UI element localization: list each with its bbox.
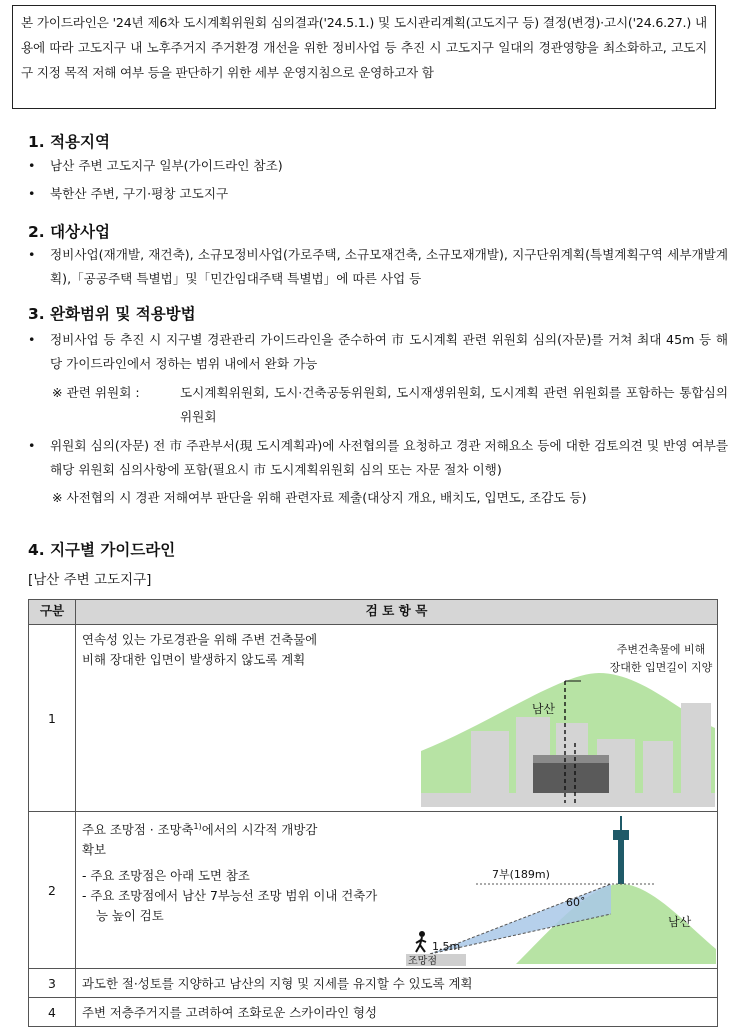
row-4-text: 주변 저층주거지를 고려하여 조화로운 스카이라인 형성 [82, 1005, 377, 1020]
section-3-item-1 [28, 328, 728, 376]
row-2-line-1b: 에서의 시각적 개방감 [201, 822, 318, 838]
bullet-dot: • [28, 247, 36, 262]
row-2-content [76, 812, 718, 969]
long-facade-building [533, 761, 609, 793]
row-1-line-2: 비해 장대한 입면이 발생하지 않도록 계획 [82, 652, 306, 667]
row-2-line-2: 확보 [82, 842, 106, 858]
committee-note-text: 도시계획위원회, 도시·건축공동위원회, 도시재생위원회, 도시계획 관련 위원회를 포함하는 통합심의위원회 [180, 385, 728, 424]
row-3-content [76, 969, 718, 998]
row-3-num: 3 [29, 969, 76, 998]
building [681, 703, 711, 793]
tower-shaft [618, 834, 624, 884]
row-1-num: 1 [29, 625, 76, 812]
callout-label-b: 장대한 입면길이 지양 [609, 661, 713, 674]
committee-note-label: ※ 관련 위원회 : [52, 385, 140, 400]
footnote-mark: 1) [193, 822, 202, 831]
row-2-line-1a: 주요 조망점 · 조망축 [82, 822, 194, 838]
row-4-num: 4 [29, 998, 76, 1027]
section-3-item-2-text: 위원회 심의(자문) 전 市 주관부서(現 도시계획과)에 사전협의를 요청하고 경관 저해요소 등에 대한 검토의견 및 반영 여부를 해당 위원회 심의사항에 포함(필요시 市 도시계획위원회 심의 또는 자문 절차 이행) [50, 438, 728, 477]
intro-text: 본 가이드라인은 '24년 제6차 도시계획위원회 심의결과('24.5.1.) 및 도시관리계획(고도지구 등) 결정(변경)·고시('24.6.27.) 내용에 따라 고도지구 내 노후주거지 주거환경 개선을 위한 정비사업 등 추진 시 고도지구 일대의 경관영향을 최소화하고, 고도지구 지정 목적 저해 여부 등을 판단하기 위한 세부 운영지침으로 운영하고자 함 [21, 15, 707, 80]
section-1-title: 1. 적용지역 [28, 133, 110, 151]
tower-top [613, 830, 629, 840]
section-2-item-1-text: 정비사업(재개발, 재건축), 소규모정비사업(가로주택, 소규모재건축, 소규모재개발), 지구단위계획(특별계획구역 세부개발계획),「공공주택 특별법」및「민간임대주택 특별법」에 따른 사업 등 [50, 247, 728, 286]
table-row [29, 969, 718, 998]
row-3-text: 과도한 절·성토를 지양하고 남산의 지형 및 지세를 유지할 수 있도록 계획 [82, 976, 473, 991]
table-row [29, 625, 718, 812]
row-2-num: 2 [29, 812, 76, 969]
viewpoint-label: 조망점 [408, 956, 437, 966]
bullet-dot: • [28, 438, 36, 453]
ground-strip [421, 793, 715, 807]
row-4-content [76, 998, 718, 1027]
person-icon [419, 931, 425, 937]
section-4-title: 4. 지구별 가이드라인 [28, 541, 176, 559]
section-3-item-1-text: 정비사업 등 추진 시 지구별 경관관리 가이드라인을 준수하여 市 도시계획 관련 위원회 심의(자문)를 거쳐 최대 45m 등 해당 가이드라인에서 정하는 범위 내에서 완화 가능 [50, 332, 728, 371]
long-facade-top [533, 755, 609, 763]
district-subheading: [남산 주변 고도지구] [28, 572, 152, 588]
facade-length-diagram [421, 633, 715, 809]
pre-consultation-note: ※ 사전협의 시 경관 저해여부 판단을 위해 관련자료 제출(대상지 개요, 배치도, 입면도, 조감도 등) [52, 490, 587, 505]
table-header-row [29, 600, 718, 625]
bullet-dot: • [28, 186, 36, 201]
section-2-title: 2. 대상사업 [28, 223, 110, 241]
view-corridor-diagram [406, 814, 716, 966]
bullet-dot: • [28, 158, 36, 173]
section-1-item-2 [28, 182, 728, 206]
row-1-line-1: 연속성 있는 가로경관을 위해 주변 건축물에 [82, 632, 318, 647]
mountain-label: 남산 [531, 702, 555, 716]
table-row [29, 812, 718, 969]
header-num: 구분 [29, 600, 76, 625]
row-2-sub-2: - 주요 조망점에서 남산 7부능선 조망 범위 이내 건축가능 높이 검토 [82, 888, 378, 924]
section-3-title: 3. 완화범위 및 적용방법 [28, 305, 196, 323]
row-1-content [76, 625, 718, 812]
header-check-items: 검 토 항 목 [76, 600, 718, 625]
angle-label: 60˚ [566, 896, 586, 909]
guideline-table [28, 599, 718, 1027]
bullet-dot: • [28, 332, 36, 347]
mountain-label: 남산 [668, 915, 692, 929]
building [471, 731, 509, 793]
section-3-item-2 [28, 434, 728, 482]
section-2-item-1 [28, 243, 728, 291]
person-icon-body [416, 937, 426, 952]
callout-label-a: 주변건축물에 비해 [616, 643, 706, 656]
row-2-sub-1: - 주요 조망점은 아래 도면 참조 [82, 868, 250, 884]
table-row [29, 998, 718, 1027]
intro-box [12, 5, 716, 109]
eye-height-label: 1.5m [432, 940, 461, 953]
ridge-label: 7부(189m) [492, 868, 550, 881]
section-1-item-1-text: 남산 주변 고도지구 일부(가이드라인 참조) [50, 158, 283, 173]
section-1-item-1 [28, 154, 728, 178]
row-2-text [76, 812, 388, 931]
building [643, 741, 673, 793]
section-1-item-2-text: 북한산 주변, 구기·평창 고도지구 [50, 186, 229, 201]
